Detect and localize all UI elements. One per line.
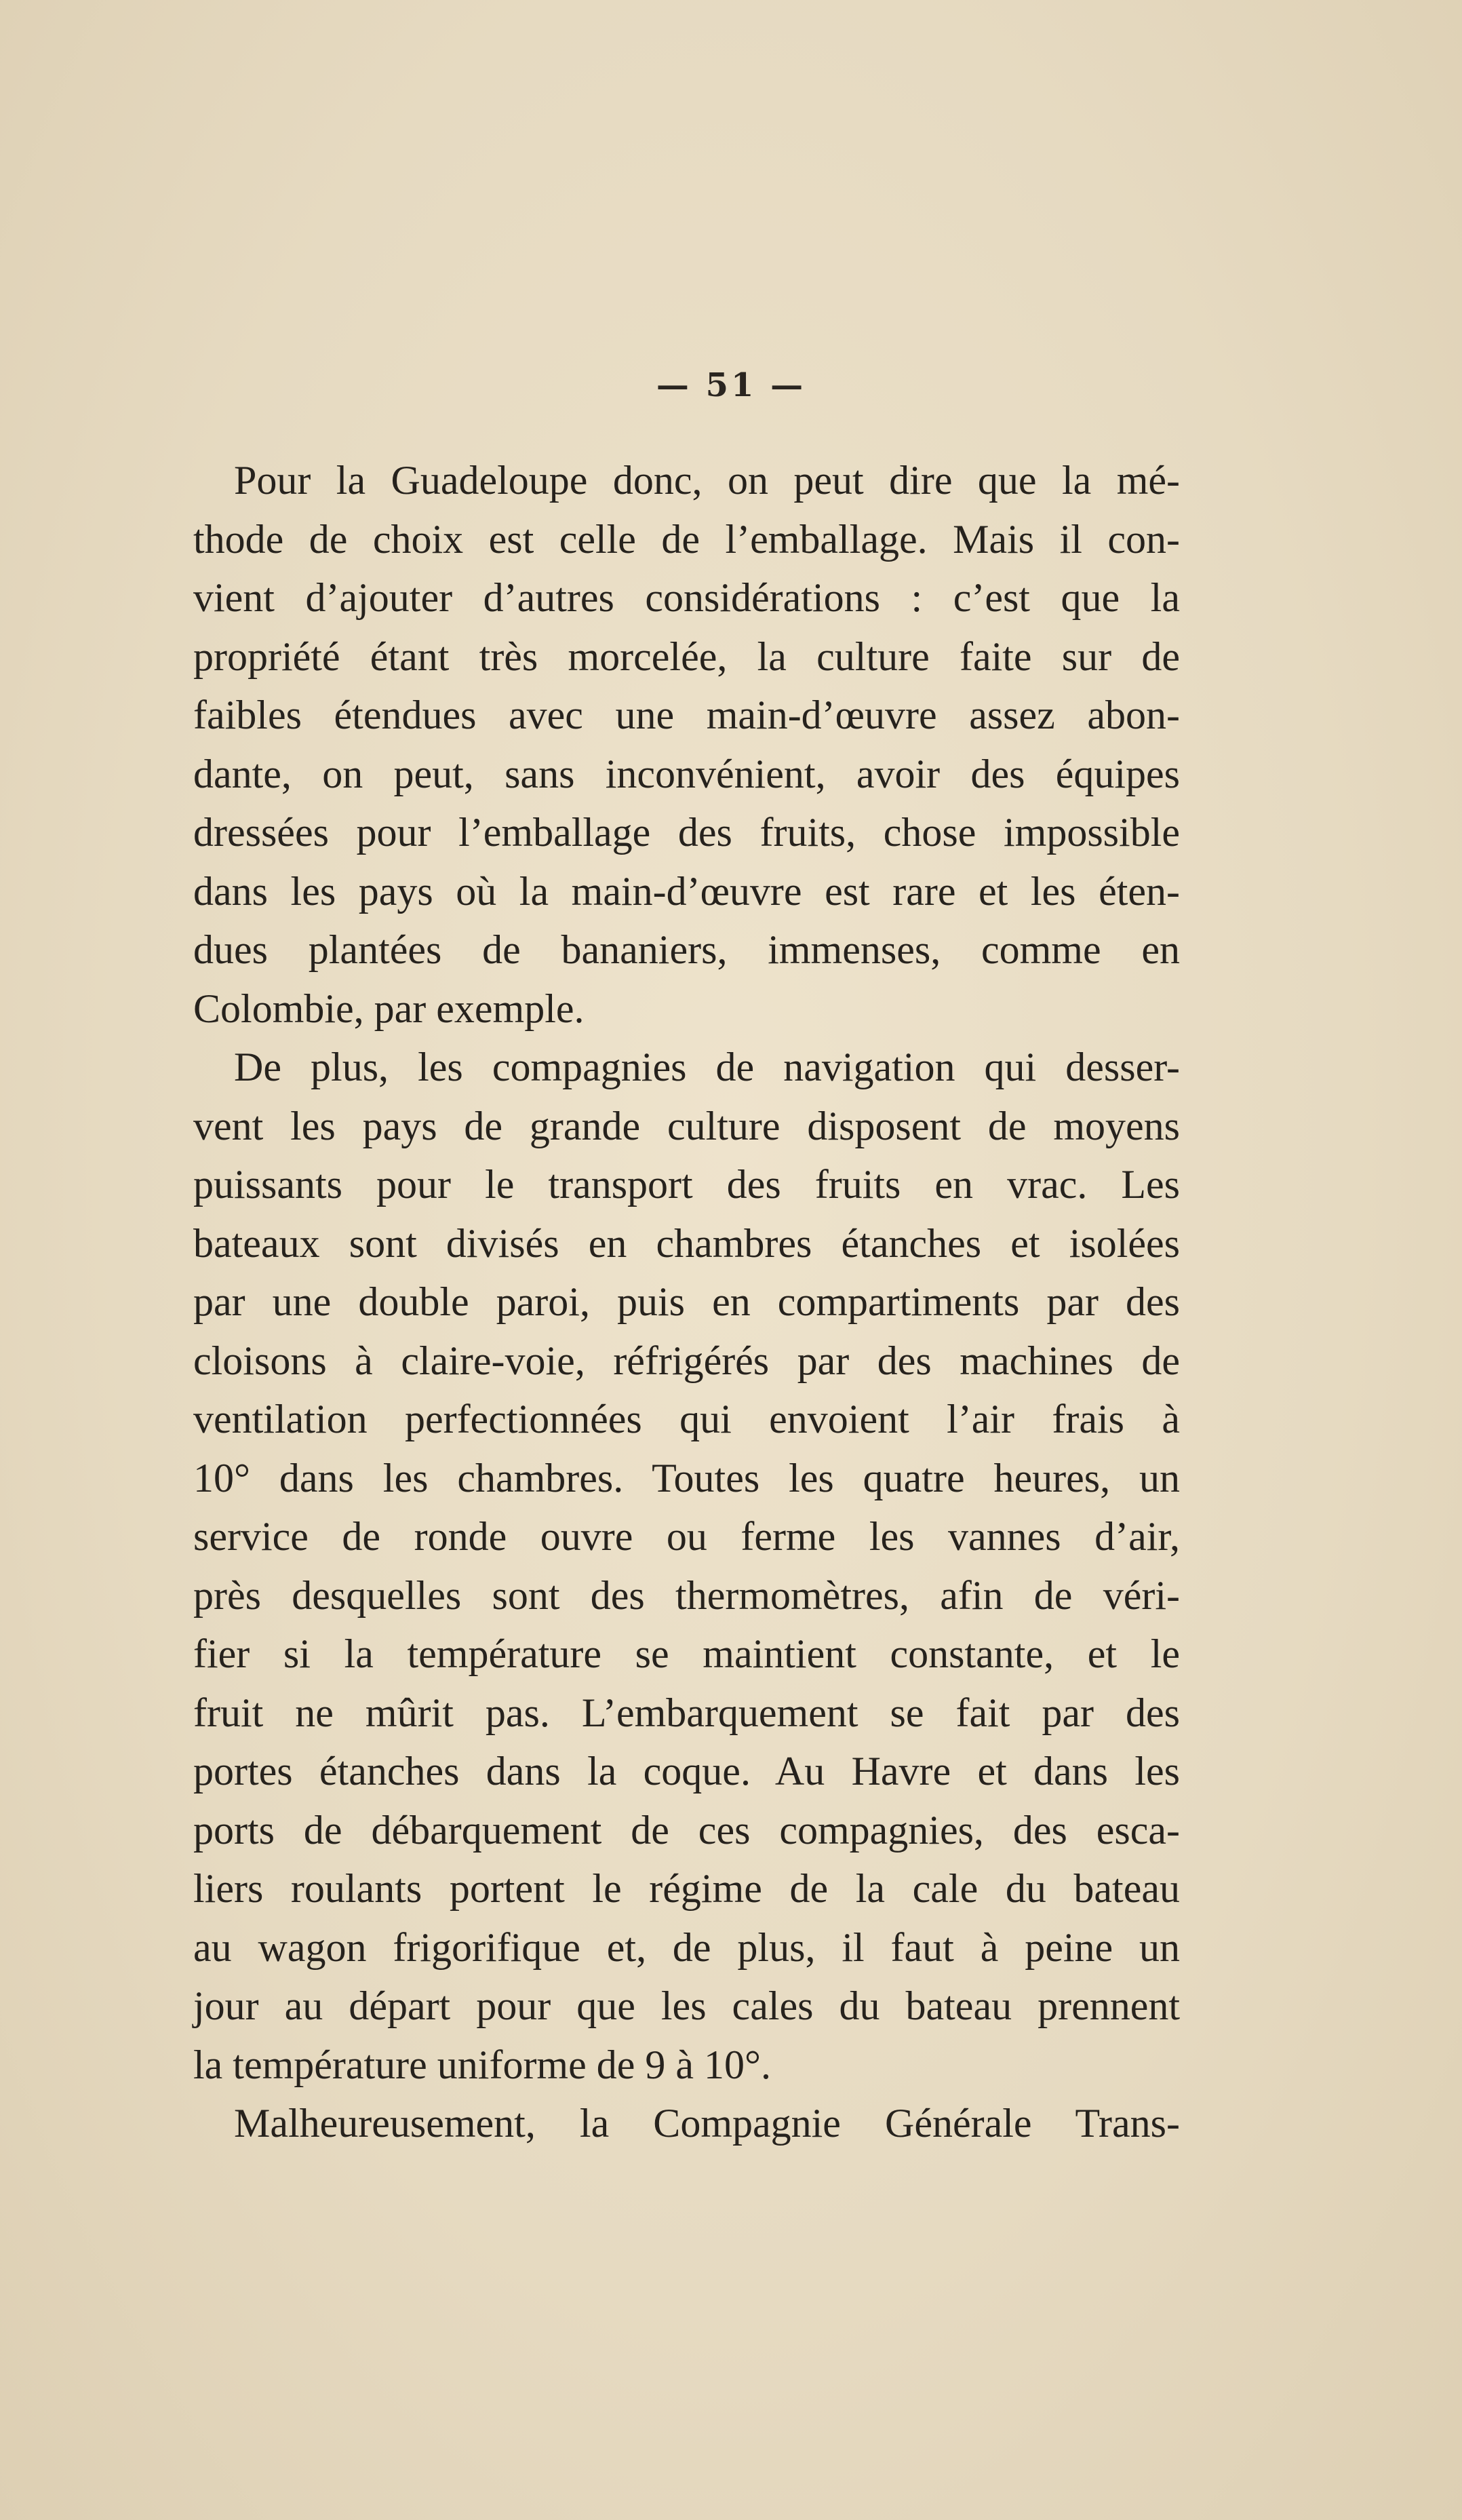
body-text (193, 451, 1180, 2153)
text-line: liers roulants portent le régime de la cale du bateau (193, 1866, 1180, 1911)
text-line: dues plantées de bananiers, immenses, comme en (193, 927, 1180, 972)
text-line: Malheureusement, la Compagnie Générale Trans- (234, 2101, 1180, 2146)
paragraph-1 (193, 451, 1180, 1038)
text-line: portes étanches dans la coque. Au Havre et dans les (193, 1749, 1180, 1794)
text-line: la température uniforme de 9 à 10°. (193, 2042, 771, 2087)
text-line: vent les pays de grande culture disposent de moyens (193, 1103, 1180, 1148)
text-line: par une double paroi, puis en compartiments par des (193, 1279, 1180, 1324)
text-line: au wagon frigorifique et, de plus, il faut à peine un (193, 1924, 1180, 1970)
text-line: De plus, les compagnies de navigation qui desser- (234, 1045, 1180, 1089)
text-line: bateaux sont divisés en chambres étanches et isolées (193, 1220, 1180, 1266)
text-line: cloisons à claire-voie, réfrigérés par des machines de (193, 1338, 1180, 1383)
text-line: puissants pour le transport des fruits en vrac. Les (193, 1162, 1180, 1207)
paragraph-2 (193, 1038, 1180, 2094)
text-line: Pour la Guadeloupe donc, on peut dire que la mé- (234, 458, 1180, 503)
text-line: fier si la température se maintient constante, et le (193, 1631, 1180, 1676)
text-line: dante, on peut, sans inconvénient, avoir des équipes (193, 751, 1180, 796)
text-line: service de ronde ouvre ou ferme les vannes d’air, (193, 1514, 1180, 1559)
page-number: — 51 — (656, 366, 806, 404)
paragraph-3 (193, 2094, 1180, 2153)
text-line: près desquelles sont des thermomètres, afin de véri- (193, 1572, 1180, 1618)
text-line: thode de choix est celle de l’emballage. Mais il con- (193, 516, 1180, 562)
text-line: ports de débarquement de ces compagnies, des esca- (193, 1807, 1180, 1853)
text-line: 10° dans les chambres. Toutes les quatre heures, un (193, 1455, 1180, 1500)
text-line: fruit ne mûrit pas. L’embarquement se fait par des (193, 1690, 1180, 1735)
text-line: Colombie, par exemple. (193, 986, 585, 1031)
text-line: dans les pays où la main-d’œuvre est rare et les éten- (193, 868, 1180, 914)
text-line: propriété étant très morcelée, la culture faite sur de (193, 634, 1180, 679)
text-line: ventilation perfectionnées qui envoient l’air frais à (193, 1397, 1180, 1441)
text-line: faibles étendues avec une main-d’œuvre assez abon- (193, 693, 1180, 737)
text-line: vient d’ajouter d’autres considérations : c’est que la (193, 575, 1180, 620)
text-line: dressées pour l’emballage des fruits, chose impossible (193, 810, 1180, 855)
text-line: jour au départ pour que les cales du bateau prennent (193, 1983, 1180, 2028)
